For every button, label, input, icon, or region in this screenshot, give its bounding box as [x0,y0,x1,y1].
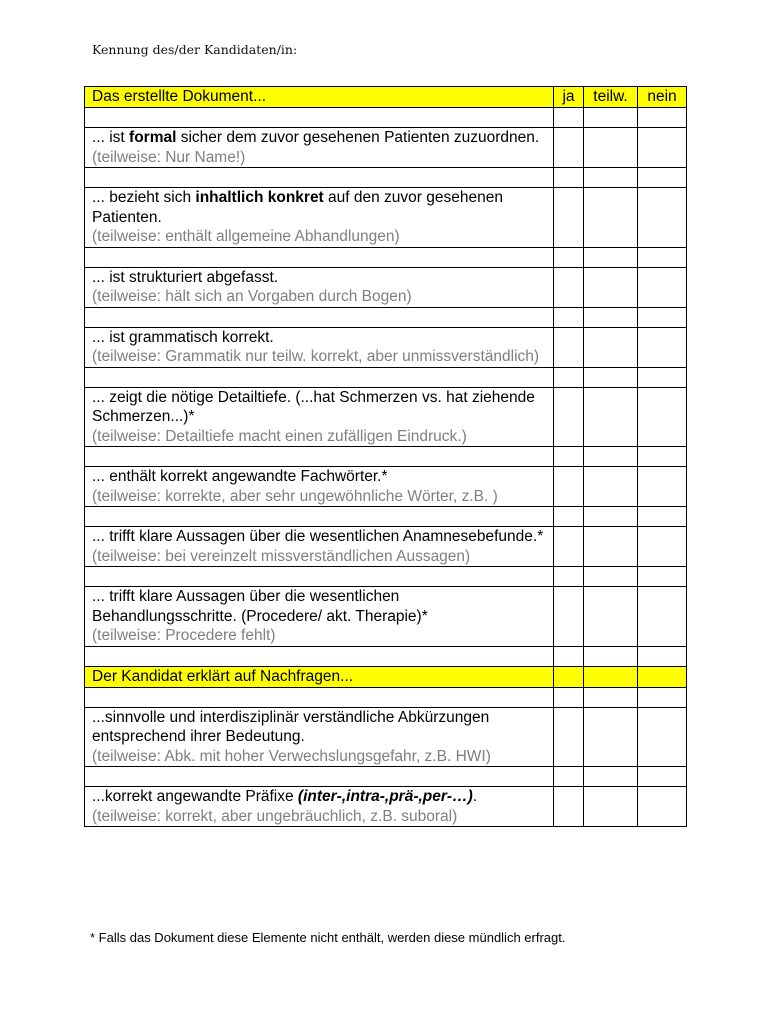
assessment-table [84,86,687,827]
criterion-row [85,467,687,507]
criterion-row [85,707,687,767]
checkbox-ja[interactable] [554,527,584,567]
criterion-row [85,787,687,827]
checkbox-nein[interactable] [638,128,687,168]
candidate-id-label: Kennung des/der Kandidaten/in: [92,42,298,57]
checkbox-nein[interactable] [638,387,687,447]
criterion-text: ... ist grammatisch korrekt. (teilweise: Grammatik nur teilw. korrekt, aber unmissverständlich) [85,327,554,367]
spacer-row [85,367,687,387]
checkbox-ja[interactable] [554,387,584,447]
criterion-hint: (teilweise: korrekte, aber sehr ungewöhnliche Wörter, z.B. ) [92,487,498,505]
checkbox-teilw[interactable] [584,707,638,767]
spacer-row [85,247,687,267]
checkbox-teilw[interactable] [584,387,638,447]
criterion-hint: (teilweise: hält sich an Vorgaben durch Bogen) [92,288,412,305]
checkbox-ja[interactable] [554,327,584,367]
checkbox-teilw[interactable] [584,267,638,307]
criterion-hint: (teilweise: Procedere fehlt) [92,627,276,644]
spacer-row [85,646,687,666]
criterion-hint: (teilweise: enthält allgemeine Abhandlungen) [92,228,400,245]
criterion-text: ...korrekt angewandte Präfixe (inter-,intra-,prä-,per-…). (teilweise: korrekt, aber ungebräuchlich, z.B. suboral) [85,787,554,827]
spacer-row [85,767,687,787]
header-row [85,87,687,108]
section-header-row [85,666,687,687]
col-header-ja: ja [554,87,584,108]
spacer-row [85,447,687,467]
criterion-hint: (teilweise: Nur Name!) [92,148,246,166]
checkbox-teilw[interactable] [584,128,638,168]
checkbox-ja[interactable] [554,587,584,647]
criterion-row [85,188,687,248]
checkbox-teilw[interactable] [584,327,638,367]
spacer-row [85,507,687,527]
section2-title: Der Kandidat erklärt auf Nachfragen... [85,666,554,687]
spacer-row [85,307,687,327]
checkbox-teilw[interactable] [584,787,638,827]
criterion-row [85,587,687,647]
criterion-hint: (teilweise: Grammatik nur teilw. korrekt, aber unmissverständlich) [92,348,540,365]
checkbox-teilw[interactable] [584,467,638,507]
criterion-text: ... bezieht sich inhaltlich konkret auf den zuvor gesehenen Patienten. (teilweise: enthält allgemeine Abhandlungen) [85,188,554,248]
checkbox-nein[interactable] [638,467,687,507]
section-title: Das erstellte Dokument... [85,87,554,108]
checkbox-nein[interactable] [638,267,687,307]
criterion-text: ... ist formal sicher dem zuvor gesehenen Patienten zuzuordnen. (teilweise: Nur Name!) [85,128,554,168]
spacer-row [85,168,687,188]
footnote: * Falls das Dokument diese Elemente nicht enthält, werden diese mündlich erfragt. [90,930,566,945]
checkbox-nein[interactable] [638,527,687,567]
checkbox-ja[interactable] [554,787,584,827]
checkbox-ja[interactable] [554,267,584,307]
criterion-text: ... trifft klare Aussagen über die wesentlichen Behandlungsschritte. (Procedere/ akt. Therapie)* (teilweise: Procedere fehlt) [85,587,554,647]
checkbox-ja[interactable] [554,188,584,248]
checkbox-nein[interactable] [638,188,687,248]
checkbox-nein[interactable] [638,327,687,367]
checkbox-nein[interactable] [638,707,687,767]
criterion-row [85,387,687,447]
checkbox-teilw[interactable] [584,527,638,567]
spacer-row [85,687,687,707]
checkbox-ja[interactable] [554,467,584,507]
col-header-nein: nein [638,87,687,108]
criterion-text: ... zeigt die nötige Detailtiefe. (...hat Schmerzen vs. hat ziehende Schmerzen...)* (teilweise: Detailtiefe macht einen zufälligen Eindruck.) [85,387,554,447]
criterion-text: ... ist strukturiert abgefasst. (teilweise: hält sich an Vorgaben durch Bogen) [85,267,554,307]
criterion-row [85,327,687,367]
criterion-hint: (teilweise: Abk. mit hoher Verwechslungsgefahr, z.B. HWI) [92,747,491,765]
criterion-hint: (teilweise: bei vereinzelt missverständlichen Aussagen) [92,547,471,565]
criterion-hint: (teilweise: Detailtiefe macht einen zufälligen Eindruck.) [92,427,467,445]
criterion-text: ... trifft klare Aussagen über die wesentlichen Anamnesebefunde.* (teilweise: bei vereinzelt missverständlichen Aussagen) [85,527,554,567]
spacer-row [85,567,687,587]
checkbox-teilw[interactable] [584,587,638,647]
checkbox-nein[interactable] [638,787,687,827]
criterion-text: ...sinnvolle und interdisziplinär verständliche Abkürzungen entsprechend ihrer Bedeutung. (teilweise: Abk. mit hoher Verwechslungsgefahr, z.B. HWI) [85,707,554,767]
criterion-row [85,527,687,567]
checkbox-nein[interactable] [638,587,687,647]
criterion-row [85,128,687,168]
criterion-hint: (teilweise: korrekt, aber ungebräuchlich, z.B. suboral) [92,807,458,825]
col-header-teilw: teilw. [584,87,638,108]
checkbox-ja[interactable] [554,707,584,767]
criterion-text: ... enthält korrekt angewandte Fachwörter.* (teilweise: korrekte, aber sehr ungewöhnliche Wörter, z.B. ) [85,467,554,507]
checkbox-teilw[interactable] [584,188,638,248]
checkbox-ja[interactable] [554,128,584,168]
spacer-row [85,108,687,128]
criterion-row [85,267,687,307]
